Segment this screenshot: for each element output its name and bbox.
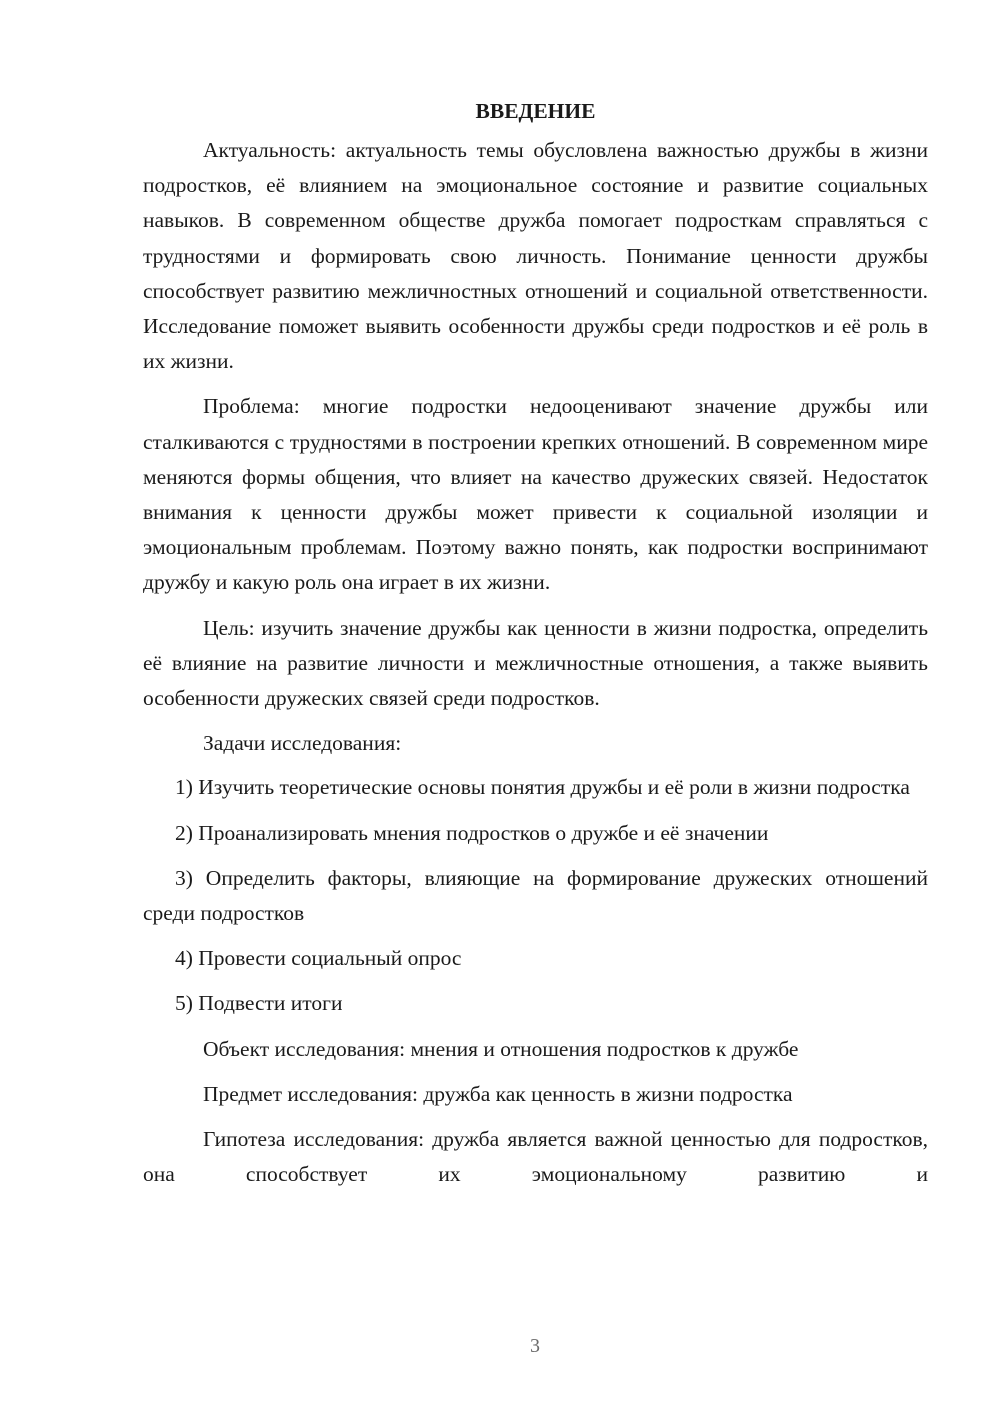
paragraph-problem: Проблема: многие подростки недооценивают значение дружбы или сталкиваются с трудностями в построении крепких отношений. В современном мире меняются формы общения, что влияет на качество дружеских связей. Недостаток внимания к ценности дружбы может привести к социальной изоляции и эмоциональным проблемам. Поэтому важно понять, как подростки воспринимают дружбу и какую роль она играет в их жизни. — [143, 394, 928, 595]
task-item-4: 4) Провести социальный опрос — [175, 946, 462, 971]
section-heading: ВВЕДЕНИЕ — [475, 99, 596, 123]
paragraph-relevance: Актуальность: актуальность темы обусловлена важностью дружбы в жизни подростков, её влиянием на эмоциональное состояние и развитие социальных навыков. В современном обществе дружба помогает подросткам справляться с трудностями и формировать свою личность. Понимание ценности дружбы способствует развитию межличностных отношений и социальной ответственности. Исследование поможет выявить особенности дружбы среди подростков и её роль в их жизни. — [143, 138, 928, 374]
task-item-2: 2) Проанализировать мнения подростков о дружбе и её значении — [175, 820, 769, 845]
task-item-1: 1) Изучить теоретические основы понятия дружбы и её роли в жизни подростка — [175, 775, 910, 800]
page-number: 3 — [530, 1335, 540, 1357]
paragraph-object: Объект исследования: мнения и отношения подростков к дружбе — [203, 1036, 799, 1061]
paragraph-hypothesis: Гипотеза исследования: дружба является важной ценностью для подростков, она способствует их эмоциональному развитию и — [143, 1127, 928, 1187]
page-content — [143, 94, 928, 1192]
paragraph-subject: Предмет исследования: дружба как ценность в жизни подростка — [203, 1081, 793, 1106]
tasks-title: Задачи исследования: — [203, 731, 402, 756]
paragraph-goal: Цель: изучить значение дружбы как ценности в жизни подростка, определить её влияние на развитие личности и межличностные отношения, а также выявить особенности дружеских связей среди подростков. — [143, 615, 928, 711]
task-item-3: 3) Определить факторы, влияющие на формирование дружеских отношений среди подростков — [143, 865, 928, 926]
task-item-5: 5) Подвести итоги — [175, 991, 343, 1016]
